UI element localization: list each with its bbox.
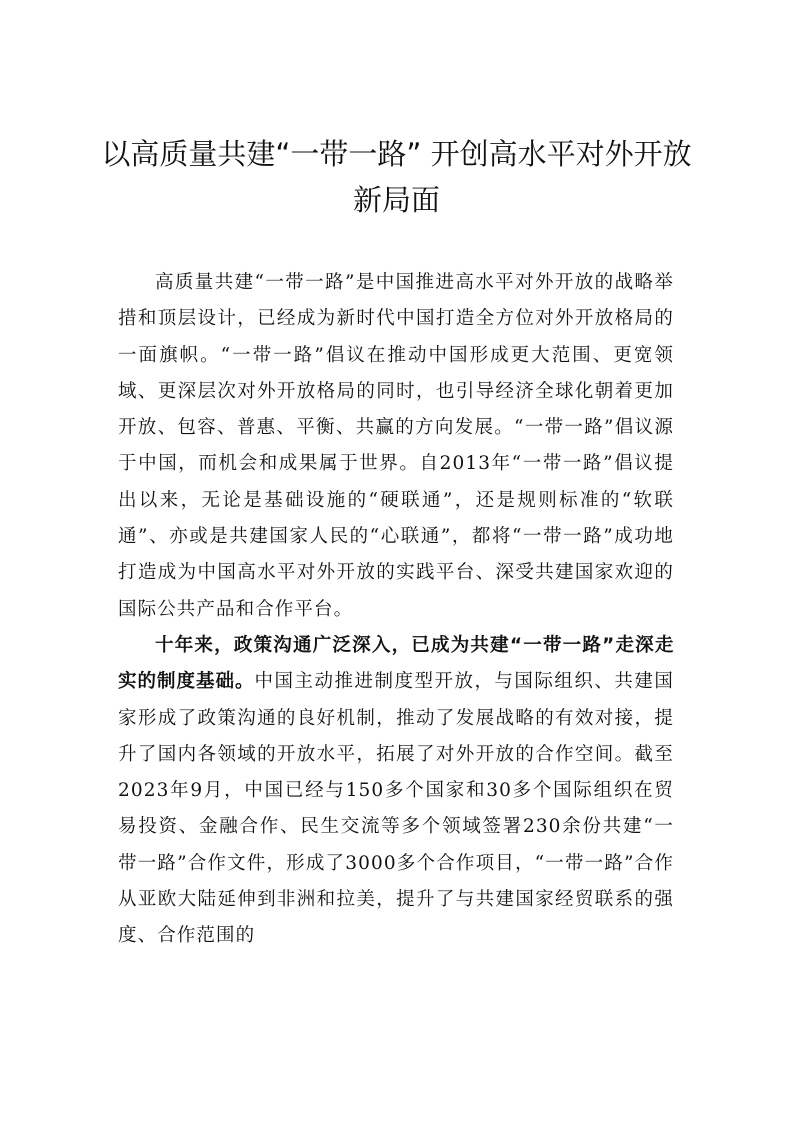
document-title: 以高质量共建“一带一路” 开创高水平对外开放新局面 (101, 137, 692, 217)
paragraph-text: 中国主动推进制度型开放，与国际组织、共建国家形成了政策沟通的良好机制，推动了发展战略的有效对接，提升了国内各领域的开放水平，拓展了对外开放的合作空间。截至2023年9月，中国已经与150多个国家和30多个国际组织在贸易投资、金融合作、民生交流等多个领域签署230余份共建“一带一路”合作文件，形成了3000多个合作项目，“一带一路”合作从亚欧大陆延伸到非洲和拉美，提升了与共建国家经贸联系的强度、合作范围的 (118, 671, 675, 947)
paragraph-lead-sentence: 十年来，政策沟通广泛深入，已成为共建“一带一路”走深走实的制度基础。 (118, 634, 674, 693)
paragraph-policy-communication (118, 628, 674, 955)
paragraph-text: 高质量共建“一带一路”是中国推进高水平对外开放的战略举措和顶层设计，已经成为新时代中国打造全方位对外开放格局的一面旗帜。“一带一路”倡议在推动中国形成更大范围、更宽领域、更深层次对外开放格局的同时，也引导经济全球化朝着更加开放、包容、普惠、平衡、共赢的方向发展。“一带一路”倡议源于中国，而机会和成果属于世界。自2013年“一带一路”倡议提出以来，无论是基础设施的“硬联通”，还是规则标准的“软联通”、亦或是共建国家人民的“心联通”，都将“一带一路”成功地打造成为中国高水平对外开放的实践平台、深受共建国家欢迎的国际公共产品和合作平台。 (118, 272, 674, 620)
document-body (118, 265, 674, 955)
paragraph-intro (118, 265, 674, 628)
